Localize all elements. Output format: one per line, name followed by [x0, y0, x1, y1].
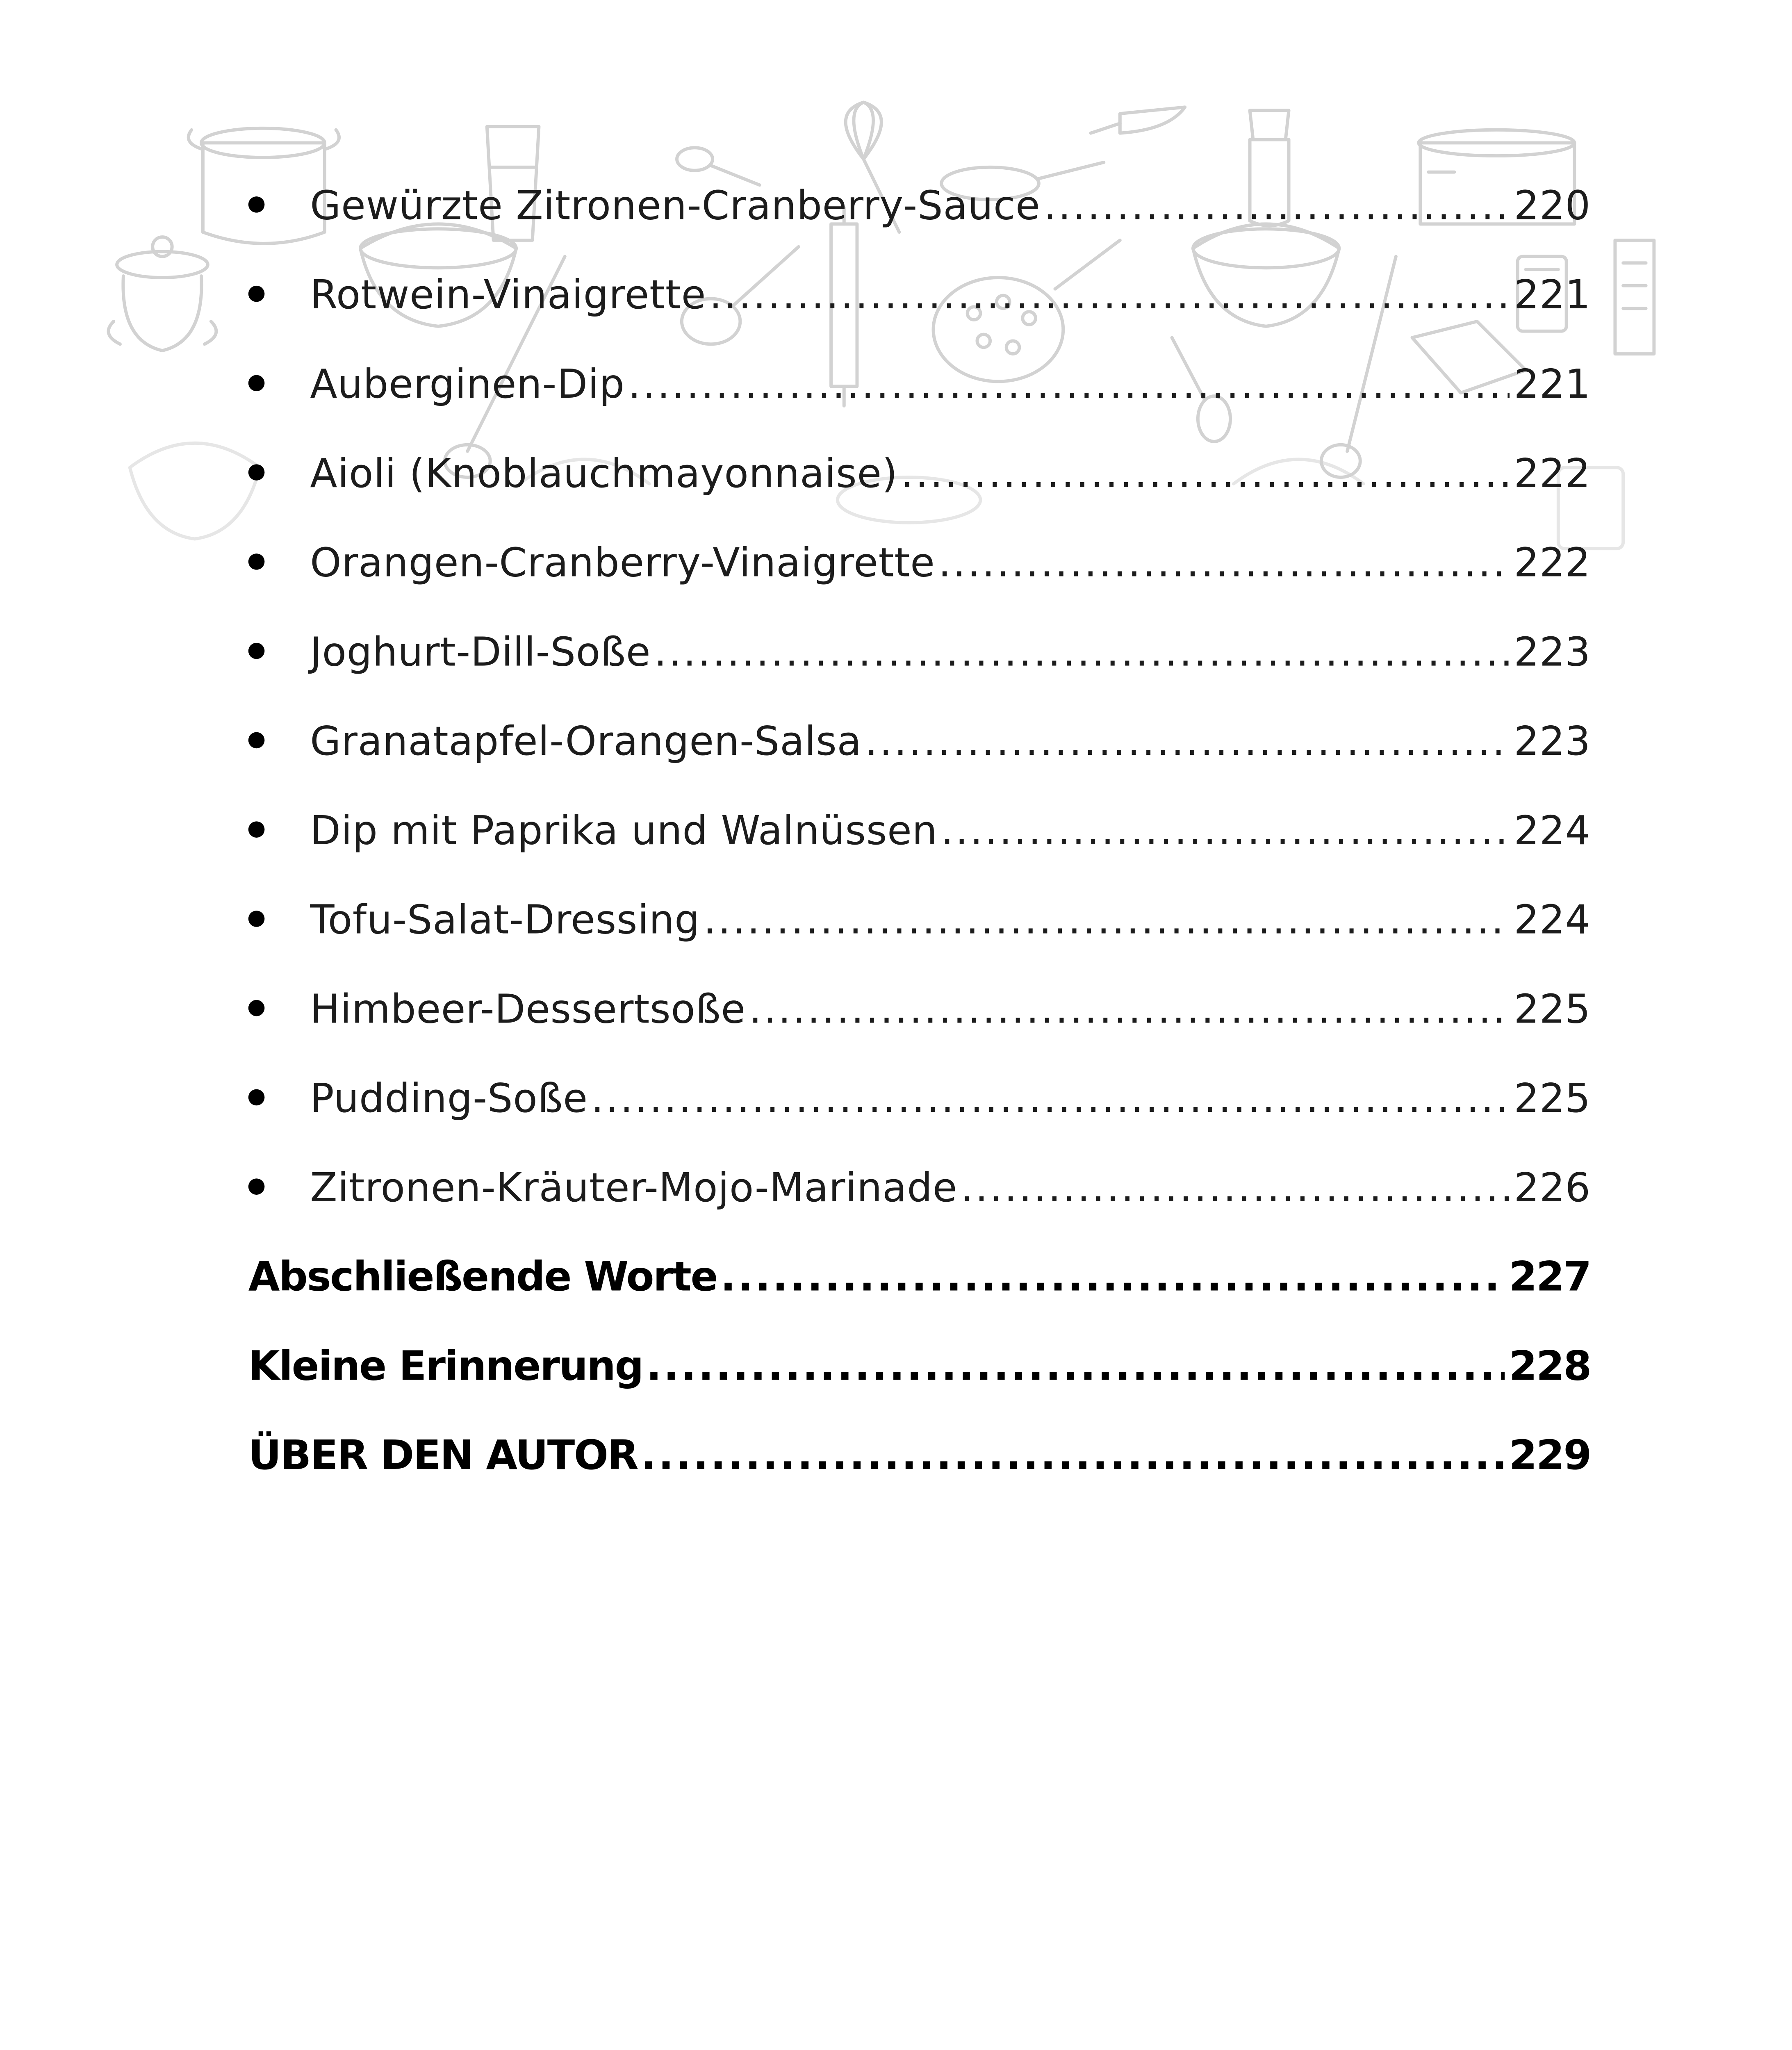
toc-entry-page: 221: [1514, 271, 1591, 319]
toc-entry-page: 220: [1514, 182, 1591, 229]
toc-entry-page: 225: [1514, 985, 1591, 1033]
toc-heading-page: 227: [1509, 1253, 1591, 1301]
knife-icon: [1091, 107, 1185, 133]
dot-leader: [654, 628, 1509, 675]
dot-leader: [938, 539, 1509, 586]
toc-entry[interactable]: [0, 351, 1792, 415]
toc-entry-page: 226: [1514, 1164, 1591, 1211]
bullet-icon: [248, 1089, 265, 1106]
dot-leader: [591, 1075, 1509, 1122]
dot-leader: [720, 1253, 1504, 1301]
toc-entry-title: Joghurt-Dill-Soße: [310, 628, 651, 676]
dot-leader: [646, 1342, 1504, 1389]
toc-entry[interactable]: [0, 440, 1792, 505]
bullet-icon: [248, 1000, 265, 1016]
dot-leader: [641, 1432, 1504, 1479]
bullet-icon: [248, 464, 265, 481]
toc-entry[interactable]: [0, 1065, 1792, 1130]
toc-entry-page: 224: [1514, 806, 1591, 854]
toc-entry-title: Granatapfel-Orangen-Salsa: [310, 717, 862, 765]
dot-leader: [941, 807, 1509, 854]
dot-leader: [628, 360, 1509, 408]
toc-heading-title: Kleine Erinnerung: [248, 1342, 643, 1390]
toc-entry-page: 223: [1514, 717, 1591, 765]
bullet-icon: [248, 911, 265, 927]
dot-leader: [749, 985, 1509, 1032]
toc-entry[interactable]: [0, 708, 1792, 772]
bullet-icon: [248, 286, 265, 302]
dot-leader: [704, 896, 1509, 943]
toc-entry-title: Pudding-Soße: [310, 1074, 588, 1122]
toc-entry-title: Aioli (Knoblauchmayonnaise): [310, 449, 898, 497]
toc-entry[interactable]: [0, 618, 1792, 683]
bullet-icon: [248, 821, 265, 838]
toc-entry[interactable]: [0, 886, 1792, 951]
toc-entry-page: 223: [1514, 628, 1591, 676]
toc-entry-page: 224: [1514, 896, 1591, 943]
toc-heading-page: 229: [1509, 1432, 1591, 1479]
toc-entry-page: 221: [1514, 360, 1591, 408]
dot-leader: [865, 718, 1509, 765]
toc-heading-title: ÜBER DEN AUTOR: [248, 1432, 638, 1479]
toc-entry-title: Orangen-Cranberry-Vinaigrette: [310, 539, 935, 586]
toc-entry-page: 225: [1514, 1074, 1591, 1122]
toc-entry-page: 222: [1514, 449, 1591, 497]
toc-heading-entry[interactable]: [0, 1422, 1792, 1487]
toc-entry-title: Rotwein-Vinaigrette: [310, 271, 706, 319]
bullet-icon: [248, 643, 265, 659]
toc-heading-entry[interactable]: [0, 1244, 1792, 1308]
toc-heading-page: 228: [1509, 1342, 1591, 1390]
dot-leader: [961, 1164, 1509, 1211]
toc-entry-page: 222: [1514, 539, 1591, 586]
toc-entry-title: Gewürzte Zitronen-Cranberry-Sauce: [310, 182, 1041, 229]
dot-leader: [1043, 182, 1509, 229]
toc-entry[interactable]: [0, 797, 1792, 862]
toc-heading-title: Abschließende Worte: [248, 1253, 717, 1301]
bullet-icon: [248, 554, 265, 570]
toc-entry-title: Zitronen-Kräuter-Mojo-Marinade: [310, 1164, 958, 1211]
toc-entry-title: Dip mit Paprika und Walnüssen: [310, 806, 938, 854]
toc-heading-entry[interactable]: [0, 1333, 1792, 1398]
toc-entry[interactable]: [0, 1154, 1792, 1219]
toc-entry-title: Auberginen-Dip: [310, 360, 625, 408]
toc-entry[interactable]: [0, 261, 1792, 326]
bullet-icon: [248, 732, 265, 749]
bullet-icon: [248, 375, 265, 392]
dot-leader: [901, 450, 1509, 497]
toc-entry-title: Tofu-Salat-Dressing: [310, 896, 700, 943]
toc-entry[interactable]: [0, 975, 1792, 1040]
toc-entry-title: Himbeer-Dessertsoße: [310, 985, 746, 1033]
toc-entry[interactable]: [0, 172, 1792, 237]
bullet-icon: [248, 196, 265, 213]
toc-entry[interactable]: [0, 529, 1792, 594]
bullet-icon: [248, 1178, 265, 1195]
dot-leader: [709, 271, 1509, 318]
